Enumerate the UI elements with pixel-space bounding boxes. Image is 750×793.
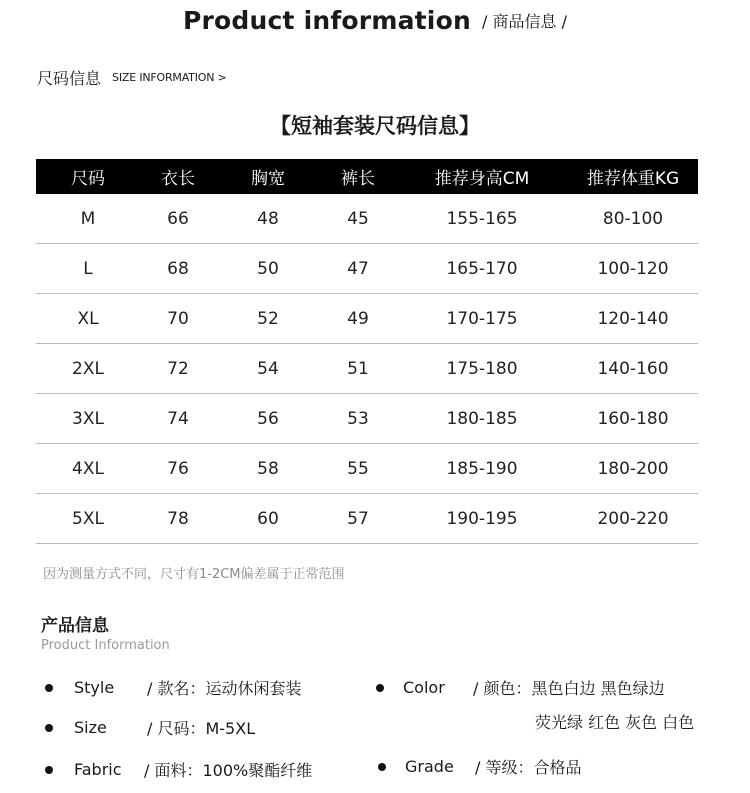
- table-row: [36, 294, 698, 344]
- bullet-dot-icon: [45, 684, 53, 692]
- table-cell: 51: [347, 358, 369, 379]
- table-cell: L: [83, 258, 93, 279]
- table-cell: 155-165: [446, 208, 518, 229]
- table-cell: 57: [347, 508, 369, 529]
- size-section-label: [37, 66, 227, 89]
- table-cell: 48: [257, 208, 279, 229]
- table-cell: 50: [257, 258, 279, 279]
- header-cell-size: 尺码: [71, 169, 105, 189]
- table-title: 【短袖套装尺码信息】: [270, 114, 480, 138]
- bullet-dot-icon: [45, 724, 53, 732]
- table-cell: 55: [347, 458, 369, 479]
- info-row-fabric: [45, 758, 312, 781]
- table-cell: 78: [167, 508, 189, 529]
- product-info-title: [41, 611, 170, 653]
- table-row: [36, 444, 698, 494]
- table-cell: 100-120: [597, 258, 669, 279]
- table-cell: 160-180: [597, 408, 669, 429]
- table-cell: 80-100: [602, 208, 664, 229]
- table-cell: 2XL: [72, 358, 104, 379]
- fabric-value: / 面料：100%聚酯纤维: [144, 761, 313, 780]
- table-cell: 140-160: [597, 358, 669, 379]
- table-cell: 47: [347, 258, 369, 279]
- style-label: Style: [74, 678, 115, 697]
- header-cell-chest: 胸宽: [251, 169, 285, 189]
- size-value: / 尺码：M-5XL: [147, 719, 256, 738]
- table-cell: 175-180: [446, 358, 518, 379]
- bullet-dot-icon: [376, 684, 384, 692]
- table-cell: M: [80, 208, 96, 229]
- color-value-line2: 荧光绿 红色 灰色 白色: [535, 713, 695, 732]
- table-cell: 5XL: [72, 508, 104, 529]
- table-cell: 52: [257, 308, 279, 329]
- size-table: [36, 159, 698, 544]
- table-row: [36, 344, 698, 394]
- info-row-style: [45, 676, 301, 699]
- header-cell-weight: 推荐体重KG: [586, 169, 680, 189]
- table-cell: 190-195: [446, 508, 518, 529]
- info-row-size: [45, 716, 255, 739]
- color-label: Color: [403, 678, 445, 697]
- table-cell: 45: [347, 208, 369, 229]
- bullet-dot-icon: [378, 763, 386, 771]
- header-cell-height: 推荐身高CM: [434, 169, 530, 189]
- style-value: / 款名：运动休闲套装: [147, 679, 302, 698]
- info-row-grade: [378, 755, 581, 778]
- table-cell: 74: [167, 408, 189, 429]
- table-cell: 56: [257, 408, 279, 429]
- fabric-label: Fabric: [74, 760, 122, 779]
- table-cell: 185-190: [446, 458, 518, 479]
- table-cell: 70: [167, 308, 189, 329]
- table-cell: 58: [257, 458, 279, 479]
- table-cell: XL: [77, 308, 99, 329]
- color-value: / 颜色：黑色白边 黑色绿边: [473, 679, 665, 698]
- table-cell: 200-220: [597, 508, 669, 529]
- table-cell: 180-185: [446, 408, 518, 429]
- table-cell: 66: [167, 208, 189, 229]
- info-row-color-continued: [535, 710, 694, 733]
- table-cell: 4XL: [72, 458, 104, 479]
- measurement-note: 因为测量方式不同，尺寸有1-2CM偏差属于正常范围: [43, 567, 345, 582]
- grade-label: Grade: [405, 757, 454, 776]
- table-cell: 53: [347, 408, 369, 429]
- table-header-row: [36, 159, 698, 194]
- table-row: [36, 244, 698, 294]
- table-cell: 72: [167, 358, 189, 379]
- header-title-cn: / 商品信息 /: [482, 12, 568, 31]
- header-title-en: Product information: [182, 6, 471, 35]
- size-section-label-en: SIZE INFORMATION >: [112, 71, 227, 84]
- product-info-title-cn: 产品信息: [41, 616, 109, 636]
- table-row: [36, 394, 698, 444]
- header-cell-pants-length: 裤长: [341, 169, 375, 189]
- product-info-title-en: Product Information: [41, 638, 170, 653]
- table-cell: 60: [257, 508, 279, 529]
- header-cell-length: 衣长: [161, 169, 195, 189]
- table-cell: 3XL: [72, 408, 104, 429]
- table-cell: 68: [167, 258, 189, 279]
- page-header: [0, 6, 750, 35]
- size-section-label-cn: 尺码信息: [37, 69, 102, 88]
- table-cell: 120-140: [597, 308, 669, 329]
- table-cell: 165-170: [446, 258, 518, 279]
- info-row-color: [376, 676, 665, 699]
- table-cell: 180-200: [597, 458, 669, 479]
- table-cell: 49: [347, 308, 369, 329]
- size-label: Size: [74, 718, 107, 737]
- table-cell: 76: [167, 458, 189, 479]
- bullet-dot-icon: [45, 766, 53, 774]
- table-cell: 54: [257, 358, 279, 379]
- table-row: [36, 494, 698, 544]
- grade-value: / 等级：合格品: [475, 758, 582, 777]
- table-row: [36, 194, 698, 244]
- table-cell: 170-175: [446, 308, 518, 329]
